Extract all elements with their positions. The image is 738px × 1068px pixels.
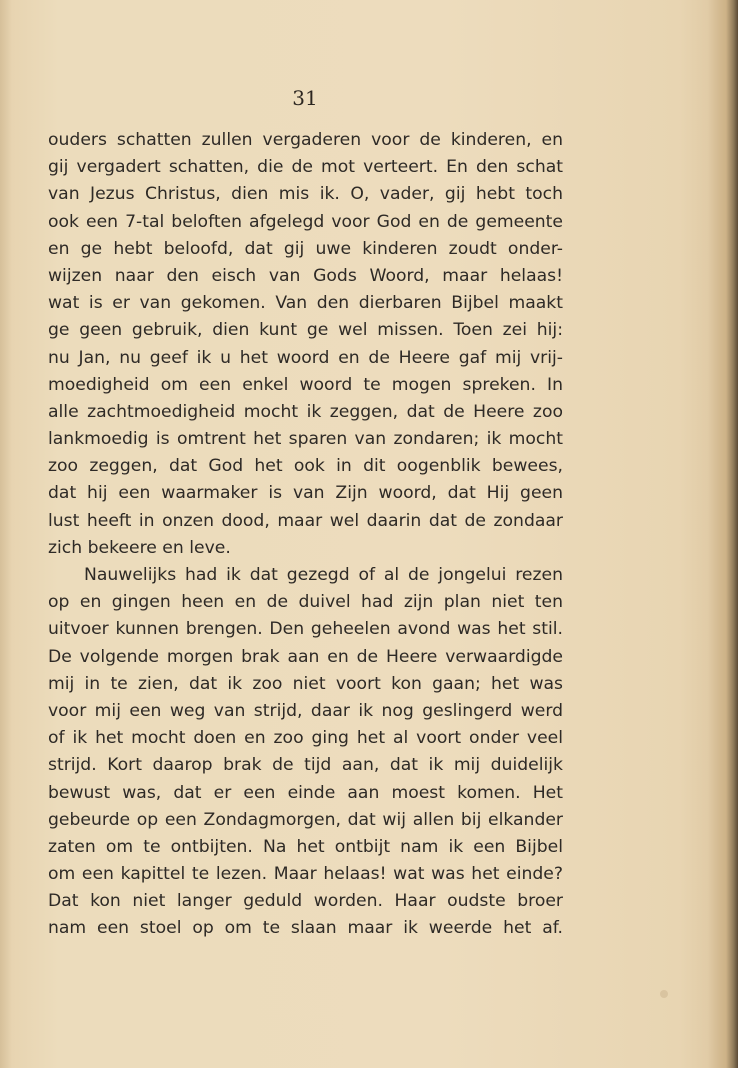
text-line: Dat kon niet langer geduld worden. Haar oudste broer (48, 891, 563, 912)
page-number: 31 (292, 86, 318, 110)
text-line: nam een stoel op om te slaan maar ik weerde het af. (48, 918, 563, 939)
text-line: lust heeft in onzen dood, maar wel daarin dat de zondaar (48, 510, 563, 531)
text-line: strijd. Kort daarop brak de tijd aan, dat ik mij duidelijk (48, 755, 563, 776)
text-line: alle zachtmoedigheid mocht ik zeggen, dat de Heere zoo (48, 401, 563, 422)
text-line: voor mij een weg van strijd, daar ik nog geslingerd werd (48, 700, 563, 721)
paper-stain (660, 990, 668, 998)
text-line: zich bekeere en leve. (48, 537, 231, 558)
text-line: ge geen gebruik, dien kunt ge wel missen. Toen zei hij: (48, 320, 563, 341)
text-line: uitvoer kunnen brengen. Den geheelen avond was het stil. (48, 619, 563, 640)
text-line: wijzen naar den eisch van Gods Woord, maar helaas! (48, 265, 563, 286)
text-line: De volgende morgen brak aan en de Heere verwaardigde (48, 646, 563, 667)
page-left-edge (0, 0, 12, 1068)
text-line: op en gingen heen en de duivel had zijn plan niet ten (48, 592, 563, 613)
text-line: moedigheid om een enkel woord te mogen spreken. In (48, 374, 563, 395)
text-line: gij vergadert schatten, die de mot verteert. En den schat (48, 157, 563, 178)
text-line: zoo zeggen, dat God het ook in dit oogenblik bewees, (48, 456, 563, 477)
text-line: nu Jan, nu geef ik u het woord en de Heere gaf mij vrij- (48, 347, 563, 368)
paragraph-2 (48, 562, 563, 943)
text-line: mij in te zien, dat ik zoo niet voort kon gaan; het was (48, 673, 563, 694)
text-line: wat is er van gekomen. Van den dierbaren Bijbel maakt (48, 293, 563, 314)
paragraph-1 (48, 127, 563, 562)
text-line: bewust was, dat er een einde aan moest komen. Het (48, 782, 563, 803)
text-line: of ik het mocht doen en zoo ging het al voort onder veel (48, 728, 563, 749)
text-line: lankmoedig is omtrent het sparen van zondaren; ik mocht (48, 429, 563, 450)
text-line: dat hij een waarmaker is van Zijn woord, dat Hij geen (48, 483, 563, 504)
text-line: Nauwelijks had ik dat gezegd of al de jongelui rezen (84, 565, 563, 585)
text-line: ouders schatten zullen vergaderen voor de kinderen, en (48, 130, 563, 150)
page-binding-edge (708, 0, 738, 1068)
text-line: ook een 7-tal beloften afgelegd voor God en de gemeente (48, 211, 563, 232)
text-line: gebeurde op een Zondagmorgen, dat wij allen bij elkander (48, 809, 563, 830)
text-line: om een kapittel te lezen. Maar helaas! wat was het einde? (48, 864, 563, 885)
text-line: en ge hebt beloofd, dat gij uwe kinderen zoudt onder- (48, 238, 563, 259)
body-text (48, 127, 563, 943)
text-line: zaten om te ontbijten. Na het ontbijt nam ik een Bijbel (48, 836, 563, 857)
text-line: van Jezus Christus, dien mis ik. O, vader, gij hebt toch (48, 184, 563, 205)
